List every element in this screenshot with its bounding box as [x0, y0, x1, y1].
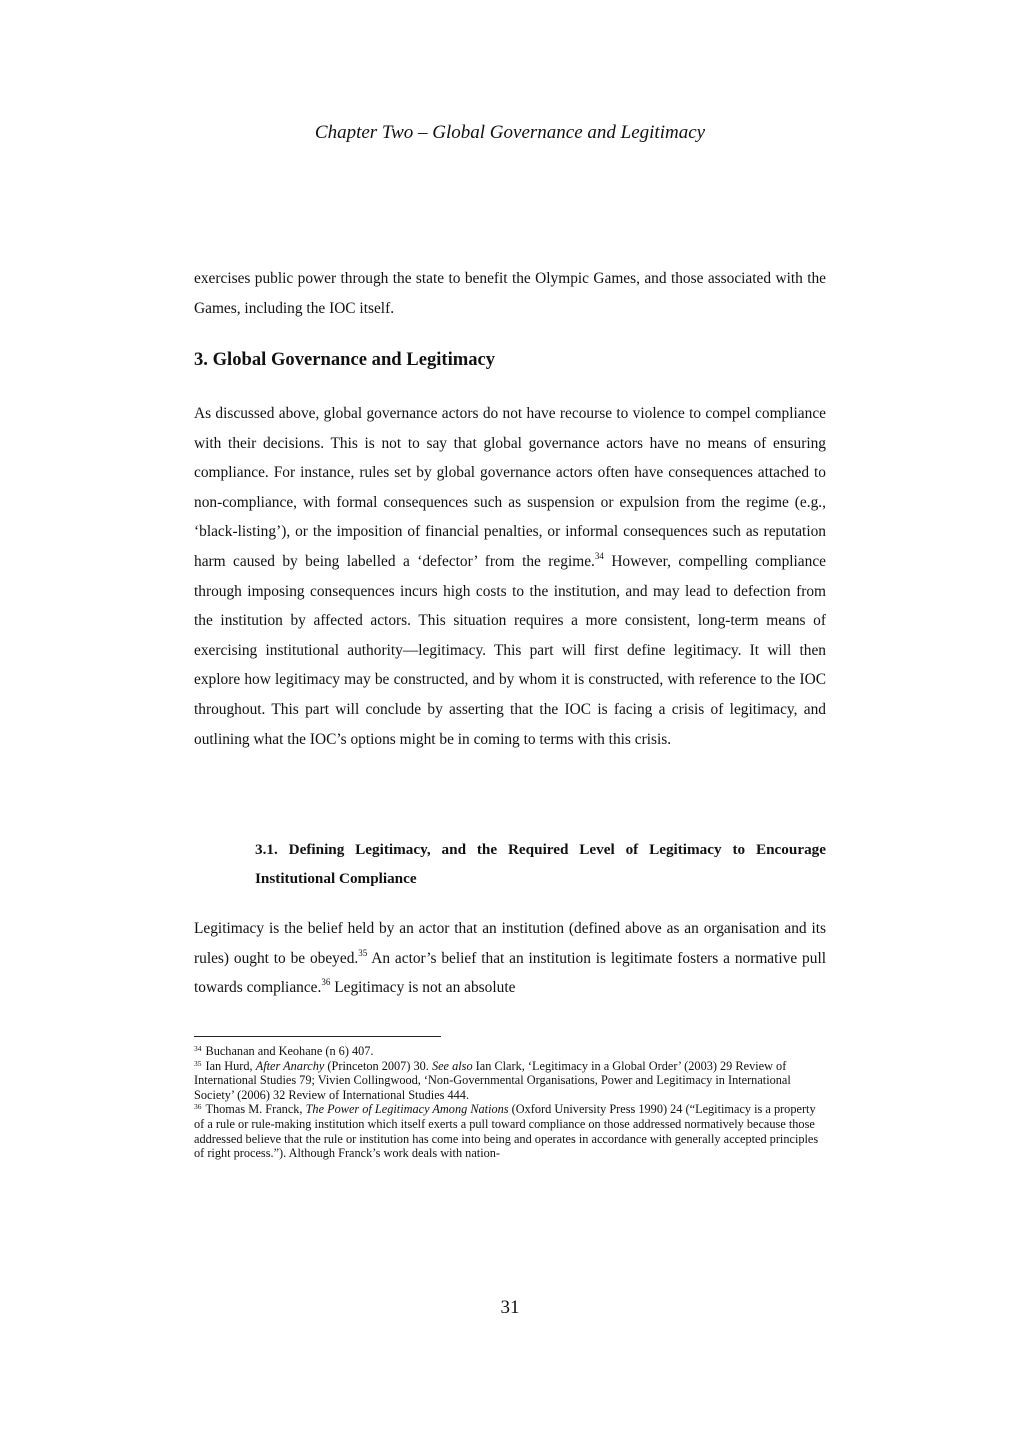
footnote-34	[194, 1044, 826, 1059]
footnote-book-title: After Anarchy	[255, 1058, 325, 1073]
footnote-divider	[194, 1036, 441, 1037]
paragraph-section-3-intro	[194, 399, 826, 754]
footnote-book-title: The Power of Legitimacy Among Nations	[305, 1102, 509, 1117]
footnote-signal: See also	[431, 1058, 473, 1073]
paragraph-text: However, compelling compliance through imposing consequences incurs high costs to the institution, and may lead to defection from the institution by affected actors. This situation requires a more consistent, long-term means of exercising institutional authority—legitimacy. This part will first define legitimacy. It will then explore how legitimacy may be constructed, and by whom it is constructed, with reference to the IOC throughout. This part will conclude by asserting that the IOC is facing a crisis of legitimacy, and outlining what the IOC’s options might be in coming to terms with this crisis.	[194, 552, 826, 748]
footnote-ref-34[interactable]: 34	[594, 550, 604, 561]
paragraph-text: As discussed above, global governance actors do not have recourse to violence to compel compliance with their decisions. This is not to say that global governance actors have no means of ensuring compliance. For instance, rules set by global governance actors often have consequences attached to non-compliance, with formal consequences such as suspension or expulsion from the regime (e.g., ‘black-listing’), or the imposition of financial penalties, or informal consequences such as reputation harm caused by being labelled a ‘defector’ from the regime.	[194, 405, 826, 570]
section-heading-3: 3. Global Governance and Legitimacy	[194, 349, 496, 370]
footnote-35	[194, 1059, 826, 1103]
footnote-text: Ian Clark, ‘Legitimacy in a Global Order’ (2003) 29 Review of International Studies 79; Vivien Collingwood, ‘Non-Governmental Organisations, Power and Legitimacy in International Society’ (2006) 32 Review of International Studies 444.	[194, 1058, 791, 1102]
footnote-ref-36[interactable]: 36	[321, 977, 331, 988]
footnote-text: Ian Hurd,	[205, 1058, 256, 1073]
footnote-text: Thomas M. Franck,	[205, 1102, 306, 1117]
page-number: 31	[500, 1297, 520, 1318]
footnote-text: (Oxford University Press 1990) 24 (“Legitimacy is a property of a rule or rule-making institution which itself exerts a pull toward compliance on those addressed normatively because those addressed believe that the rule or institution has come into being and operates in accordance with generally accepted principles of right process.”). Although Franck’s work deals with nation-	[194, 1102, 819, 1161]
paragraph-legitimacy-definition	[194, 914, 826, 1003]
footnote-36	[194, 1102, 826, 1160]
footnote-number: 34	[194, 1044, 202, 1053]
footnote-text: Buchanan and Keohane (n 6) 407.	[205, 1044, 374, 1058]
footnotes	[194, 1044, 826, 1161]
section-heading-3-1: 3.1. Defining Legitimacy, and the Required Level of Legitimacy to Encourage Institutional Compliance	[255, 841, 826, 887]
footnote-text: (Princeton 2007) 30.	[324, 1058, 432, 1073]
paragraph-text: Legitimacy is not an absolute	[330, 979, 516, 997]
running-header: Chapter Two – Global Governance and Legitimacy	[314, 122, 706, 143]
paragraph-text: Legitimacy is the belief held by an actor that an institution (defined above as an organisation and its rules) ought to be obeyed.	[194, 920, 826, 967]
paragraph-continuation: exercises public power through the state to benefit the Olympic Games, and those associated with the Games, including the IOC itself.	[194, 270, 826, 317]
footnote-number: 36	[194, 1102, 202, 1112]
paragraph-text: An actor’s belief that an institution is legitimate fosters a normative pull towards compliance.	[194, 949, 826, 997]
footnote-ref-35[interactable]: 35	[358, 947, 368, 958]
footnote-number: 35	[194, 1058, 202, 1068]
